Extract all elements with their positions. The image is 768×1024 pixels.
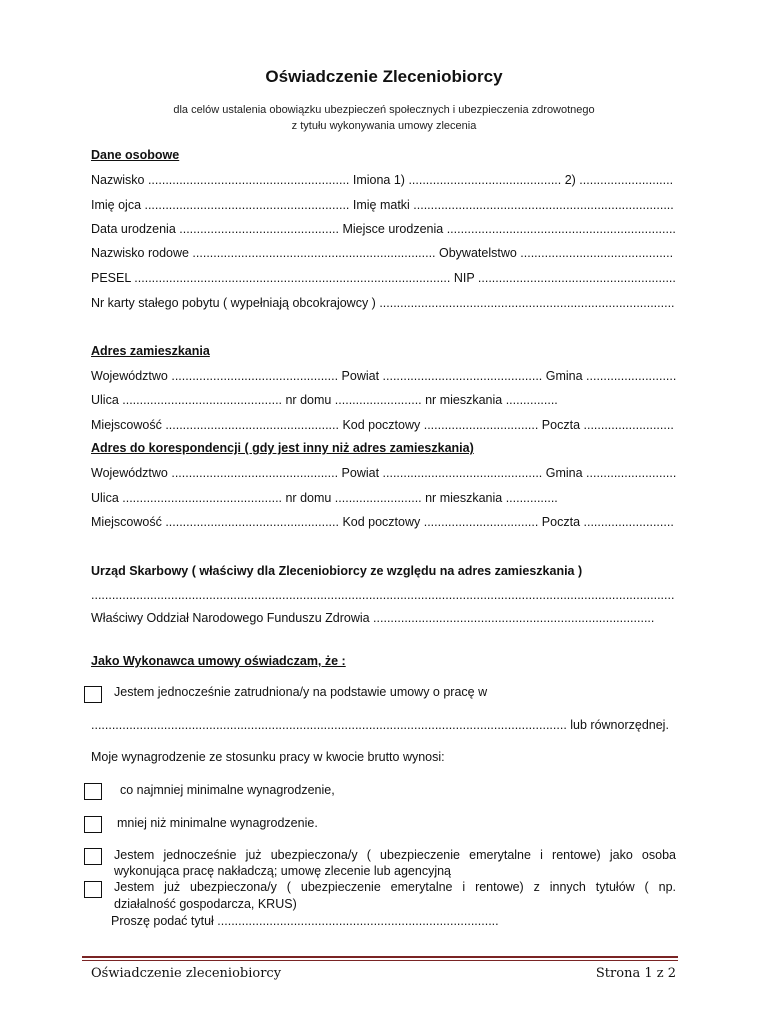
below-min-wage-option-label: mniej niż minimalne wynagrodzenie. — [117, 816, 318, 830]
address-street-field[interactable]: Ulica .............................................. nr domu ......................... nr mieszkania ............... — [91, 393, 558, 407]
outwork-insured-label-line-1: Jestem jednocześnie już ubezpieczona/y ( ubezpieczenie emerytalne i rentowe) jako osoba — [114, 848, 676, 862]
nfz-field[interactable]: Właściwy Oddział Narodowego Funduszu Zdrowia ................................................................................. — [91, 611, 655, 625]
subtitle-line-1: dla celów ustalenia obowiązku ubezpieczeń społecznych i ubezpieczenia zdrowotnego — [173, 104, 595, 116]
salary-label: Moje wynagrodzenie ze stosunku pracy w kwocie brutto wynosi: — [91, 750, 445, 764]
address-region-field[interactable]: Województwo ................................................ Powiat .............................................. Gmina .......................... — [91, 369, 677, 383]
below-min-wage-checkbox[interactable] — [84, 816, 102, 833]
other-insured-label-line-1: Jestem już ubezpieczona/y ( ubezpieczenie emerytalne i rentowe) z innych tytułów ( np. — [114, 880, 676, 894]
outwork-insured-checkbox[interactable] — [84, 848, 102, 865]
address-city-field[interactable]: Miejscowość .................................................. Kod pocztowy ................................. Poczta .......................... — [91, 418, 674, 432]
tax-office-field[interactable]: ........................................................................................................................................................................ — [91, 588, 675, 602]
address-heading: Adres zamieszkania — [91, 344, 210, 358]
correspondence-street-field[interactable]: Ulica .............................................. nr domu ......................... nr mieszkania ............... — [91, 491, 558, 505]
tax-office-label: Urząd Skarbowy ( właściwy dla Zleceniobiorcy ze względu na adres zamieszkania ) — [91, 564, 583, 578]
footer-rule-thin — [82, 960, 678, 961]
employment-option-label: Jestem jednocześnie zatrudniona/y na podstawie umowy o pracę w — [114, 685, 488, 699]
footer-rule-thick — [82, 956, 678, 958]
min-wage-option-label: co najmniej minimalne wynagrodzenie, — [120, 783, 335, 797]
declaration-heading: Jako Wykonawca umowy oświadczam, że : — [91, 654, 346, 668]
correspondence-city-field[interactable]: Miejscowość .................................................. Kod pocztowy ................................. Poczta .......................... — [91, 515, 674, 529]
subtitle-line-2: z tytułu wykonywania umowy zlecenia — [291, 120, 477, 132]
min-wage-checkbox[interactable] — [84, 783, 102, 800]
other-title-field[interactable]: Proszę podać tytuł ................................................................................. — [111, 914, 499, 928]
employment-checkbox[interactable] — [84, 686, 102, 703]
employer-field[interactable]: ......................................................................................................................................... lub równorzędnej. — [91, 718, 669, 732]
pesel-nip-field[interactable]: PESEL ........................................................................................... NIP ......................................................... — [91, 271, 676, 285]
correspondence-region-field[interactable]: Województwo ................................................ Powiat .............................................. Gmina .......................... — [91, 466, 677, 480]
document-title: Oświadczenie Zleceniobiorcy — [265, 67, 503, 86]
personal-heading: Dane osobowe — [91, 148, 180, 162]
residence-card-field[interactable]: Nr karty stałego pobytu ( wypełniają obcokrajowcy ) ..................................................................................... — [91, 296, 675, 310]
other-insured-label-line-2: działalność gospodarcza, KRUS) — [114, 897, 297, 911]
birth-field[interactable]: Data urodzenia .............................................. Miejsce urodzenia .................................................................. — [91, 222, 676, 236]
footer-document-name: Oświadczenie zleceniobiorcy — [91, 966, 282, 981]
footer-page-number: Strona 1 z 2 — [595, 966, 676, 981]
correspondence-heading: Adres do korespondencji ( gdy jest inny niż adres zamieszkania) — [91, 441, 474, 455]
parents-names-field[interactable]: Imię ojca ........................................................... Imię matki ........................................................................... — [91, 198, 674, 212]
family-name-citizenship-field[interactable]: Nazwisko rodowe ...................................................................... Obywatelstwo ............................................ — [91, 246, 674, 260]
surname-names-field[interactable]: Nazwisko .......................................................... Imiona 1) ............................................ 2) ........................... — [91, 173, 674, 187]
other-insured-checkbox[interactable] — [84, 881, 102, 898]
outwork-insured-label-line-2: wykonująca pracę nakładczą; umowę zlecenie lub agencyjną — [114, 864, 452, 878]
